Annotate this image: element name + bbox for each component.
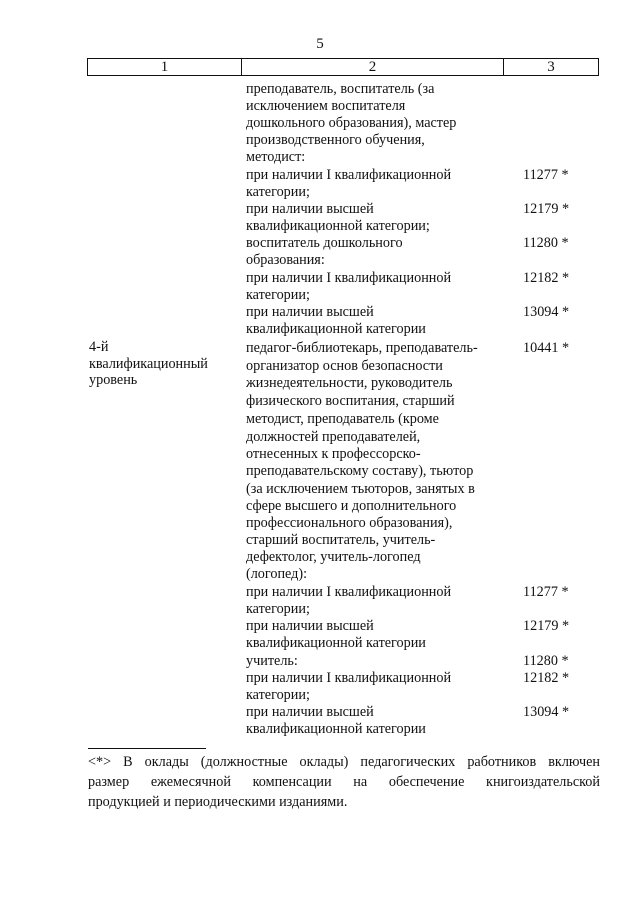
salary-value: 11277 *	[523, 167, 569, 183]
position-text-line: категории;	[246, 287, 310, 303]
position-text-line: категории;	[246, 601, 310, 617]
salary-value: 11280 *	[523, 235, 569, 251]
position-text-line: при наличии I квалификационной	[246, 584, 452, 600]
table-header-col-3: 3	[547, 59, 555, 75]
footnote-line: размер ежемесячной компенсации на обеспечение книгоиздательской	[88, 774, 600, 790]
level-label-line: 4-й	[89, 339, 109, 355]
footnote-line: продукцией и периодическими изданиями.	[88, 794, 348, 810]
position-text-line: дошкольного образования), мастер	[246, 115, 457, 131]
position-text-line: жизнедеятельности, руководитель	[246, 375, 453, 391]
position-text-line: при наличии I квалификационной	[246, 270, 452, 286]
position-text-line: учитель:	[246, 653, 298, 669]
salary-value: 13094 *	[523, 704, 570, 720]
table-header-col-1: 1	[88, 59, 242, 75]
position-text-line: преподавательскому составу), тьютор	[246, 463, 474, 479]
position-text-line: образования:	[246, 252, 325, 268]
footnote	[88, 752, 600, 812]
position-text-line: исключением воспитателя	[246, 98, 406, 114]
position-text-line: педагог-библиотекарь, преподаватель-	[246, 340, 478, 356]
salary-value: 13094 *	[523, 304, 570, 320]
position-text-line: преподаватель, воспитатель (за	[246, 81, 435, 97]
position-text-line: при наличии I квалификационной	[246, 670, 452, 686]
position-text-line: при наличии высшей	[246, 704, 374, 720]
position-text-line: организатор основ безопасности	[246, 358, 443, 374]
level-label-line: квалификационный	[89, 355, 208, 372]
salary-value: 12179 *	[523, 618, 570, 634]
salary-value: 12182 *	[523, 270, 570, 286]
position-text-line: физического воспитания, старший	[246, 393, 455, 409]
table-header-col-2: 2	[242, 59, 504, 75]
position-text-line: дефектолог, учитель-логопед	[246, 549, 421, 565]
footnote-line: <*> В оклады (должностные оклады) педагогических работников включен	[88, 754, 600, 770]
position-text-line: при наличии высшей	[246, 304, 374, 320]
position-text-line: профессионального образования),	[246, 515, 453, 531]
position-text-line: квалификационной категории;	[246, 218, 430, 234]
position-text-line: квалификационной категории	[246, 321, 426, 337]
position-text-line: методист, преподаватель (кроме	[246, 411, 439, 427]
position-text-line: сфере высшего и дополнительного	[246, 498, 457, 514]
footnote-separator	[88, 748, 206, 749]
qualification-level-label	[89, 339, 208, 389]
position-text-line: отнесенных к профессорско-	[246, 446, 421, 462]
page-number: 5	[316, 36, 324, 52]
salary-value: 12182 *	[523, 670, 570, 686]
position-text-line: при наличии I квалификационной	[246, 167, 452, 183]
position-text-line: производственного обучения,	[246, 132, 425, 148]
table-header-row	[87, 58, 599, 76]
position-text-line: категории;	[246, 687, 310, 703]
salary-value: 12179 *	[523, 201, 570, 217]
position-text-line: методист:	[246, 149, 306, 165]
salary-value: 11280 *	[523, 653, 569, 669]
position-text-line: категории;	[246, 184, 310, 200]
level-label-line: уровень	[89, 372, 138, 388]
position-text-line: квалификационной категории	[246, 635, 426, 651]
position-text-line: (логопед):	[246, 566, 308, 582]
position-text-line: старший воспитатель, учитель-	[246, 532, 436, 548]
position-text-line: квалификационной категории	[246, 721, 426, 737]
position-text-line: воспитатель дошкольного	[246, 235, 403, 251]
salary-value: 11277 *	[523, 584, 569, 600]
salary-value: 10441 *	[523, 340, 570, 356]
position-text-line: должностей преподавателей,	[246, 429, 421, 445]
position-text-line: при наличии высшей	[246, 201, 374, 217]
position-text-line: при наличии высшей	[246, 618, 374, 634]
position-text-line: (за исключением тьюторов, занятых в	[246, 481, 475, 497]
